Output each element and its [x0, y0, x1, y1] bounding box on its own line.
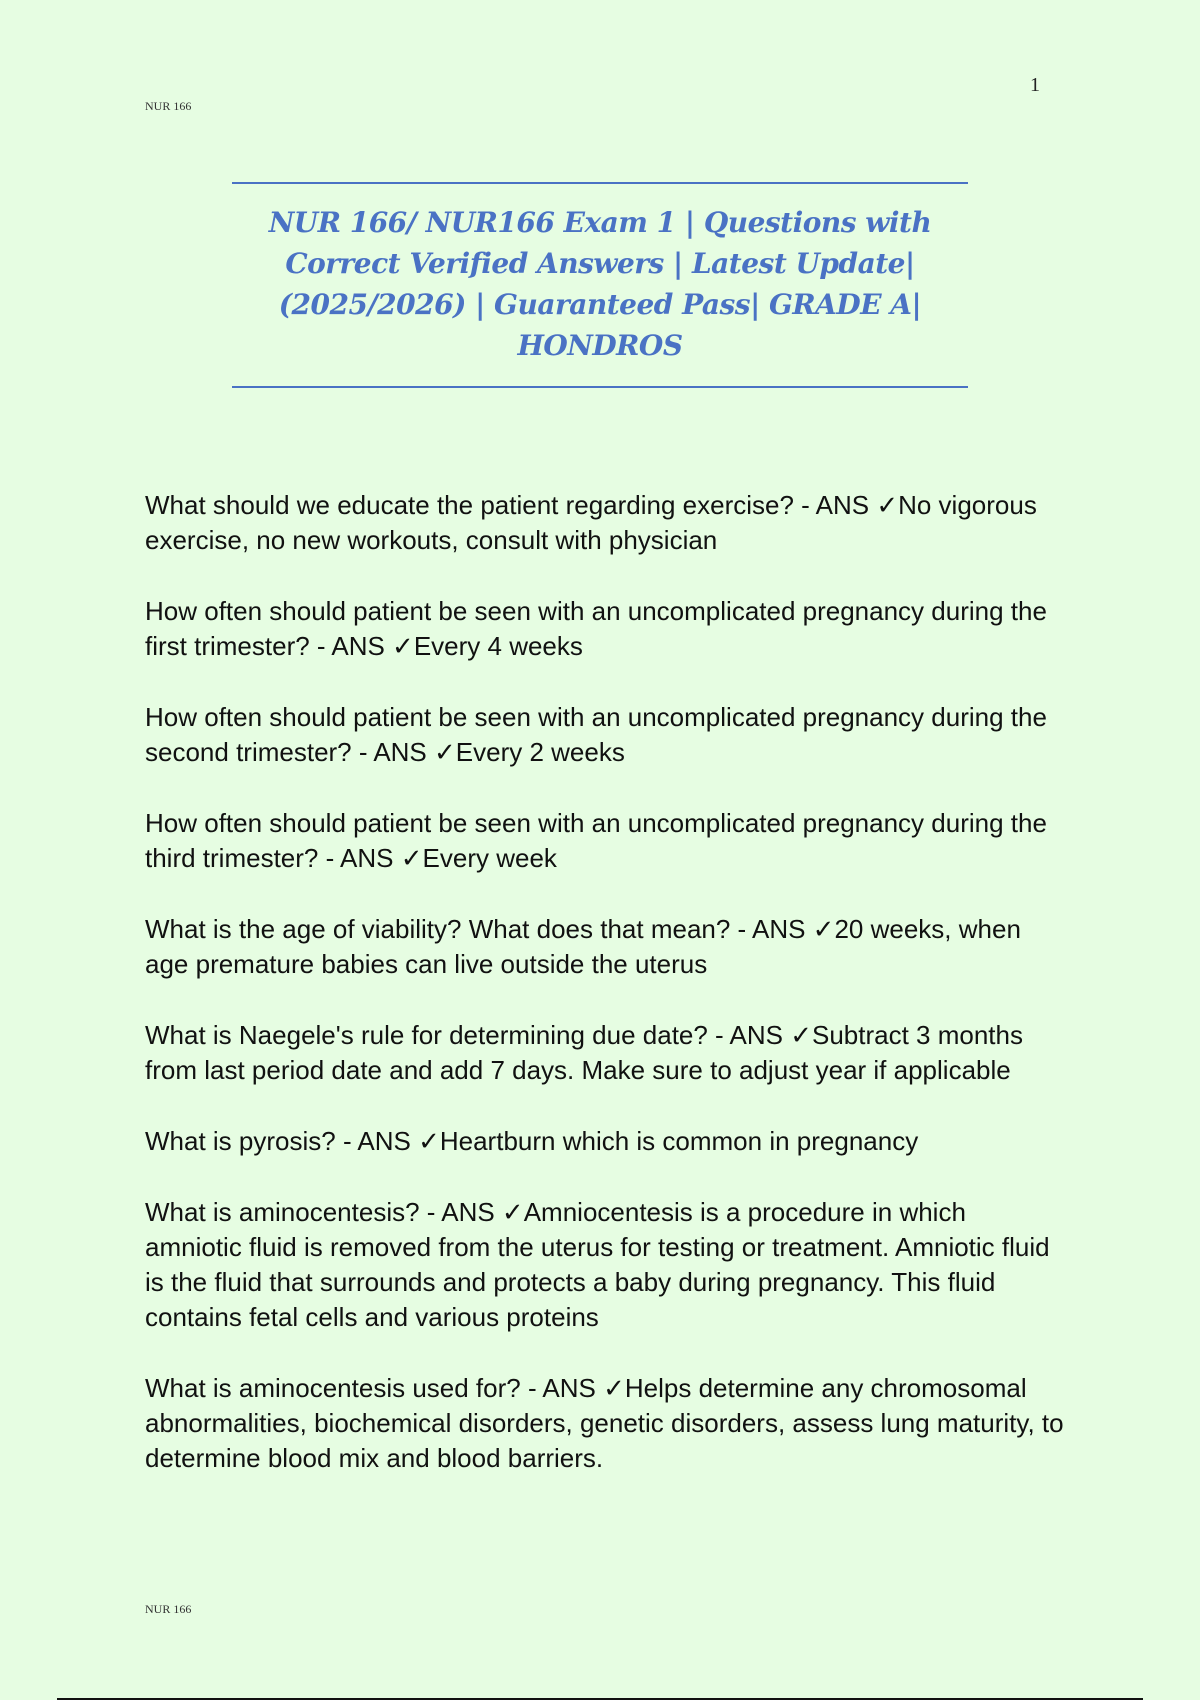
qa-item: How often should patient be seen with an uncomplicated pregnancy during the second trimester? - ANS ✓Every 2 weeks — [145, 702, 1047, 767]
document-title: NUR 166/ NUR166 Exam 1 | Questions with Correct Verified Answers | Latest Update|(2025/2026) | Guaranteed Pass| GRADE A| HONDROS — [268, 206, 932, 362]
qa-item: How often should patient be seen with an uncomplicated pregnancy during the first trimester? - ANS ✓Every 4 weeks — [145, 596, 1047, 661]
title-block — [232, 182, 968, 388]
qa-item: What is the age of viability? What does that mean? - ANS ✓20 weeks, when age premature babies can live outside the uterus — [145, 914, 1021, 979]
qa-item: What should we educate the patient regarding exercise? - ANS ✓No vigorous exercise, no new workouts, consult with physician — [145, 490, 1037, 555]
qa-item: How often should patient be seen with an uncomplicated pregnancy during the third trimester? - ANS ✓Every week — [145, 808, 1047, 873]
header-label: NUR 166 — [145, 99, 192, 113]
footer-label: NUR 166 — [145, 1602, 192, 1616]
qa-item: What is aminocentesis used for? - ANS ✓Helps determine any chromosomal abnormalities, biochemical disorders, genetic disorders, assess lung maturity, to determine blood mix and blood barriers. — [145, 1373, 1064, 1473]
qa-item: What is aminocentesis? - ANS ✓Amniocentesis is a procedure in which amniotic fluid is removed from the uterus for testing or treatment. Amniotic fluid is the fluid that surrounds and protects a baby during pregnancy. This fluid contains fetal cells and various proteins — [145, 1197, 1050, 1332]
qa-item: What is pyrosis? - ANS ✓Heartburn which is common in pregnancy — [145, 1126, 919, 1156]
qa-item: What is Naegele's rule for determining due date? - ANS ✓Subtract 3 months from last period date and add 7 days. Make sure to adjust year if applicable — [145, 1020, 1023, 1085]
page-number: 1 — [1030, 74, 1040, 96]
qa-list — [145, 488, 1065, 1512]
